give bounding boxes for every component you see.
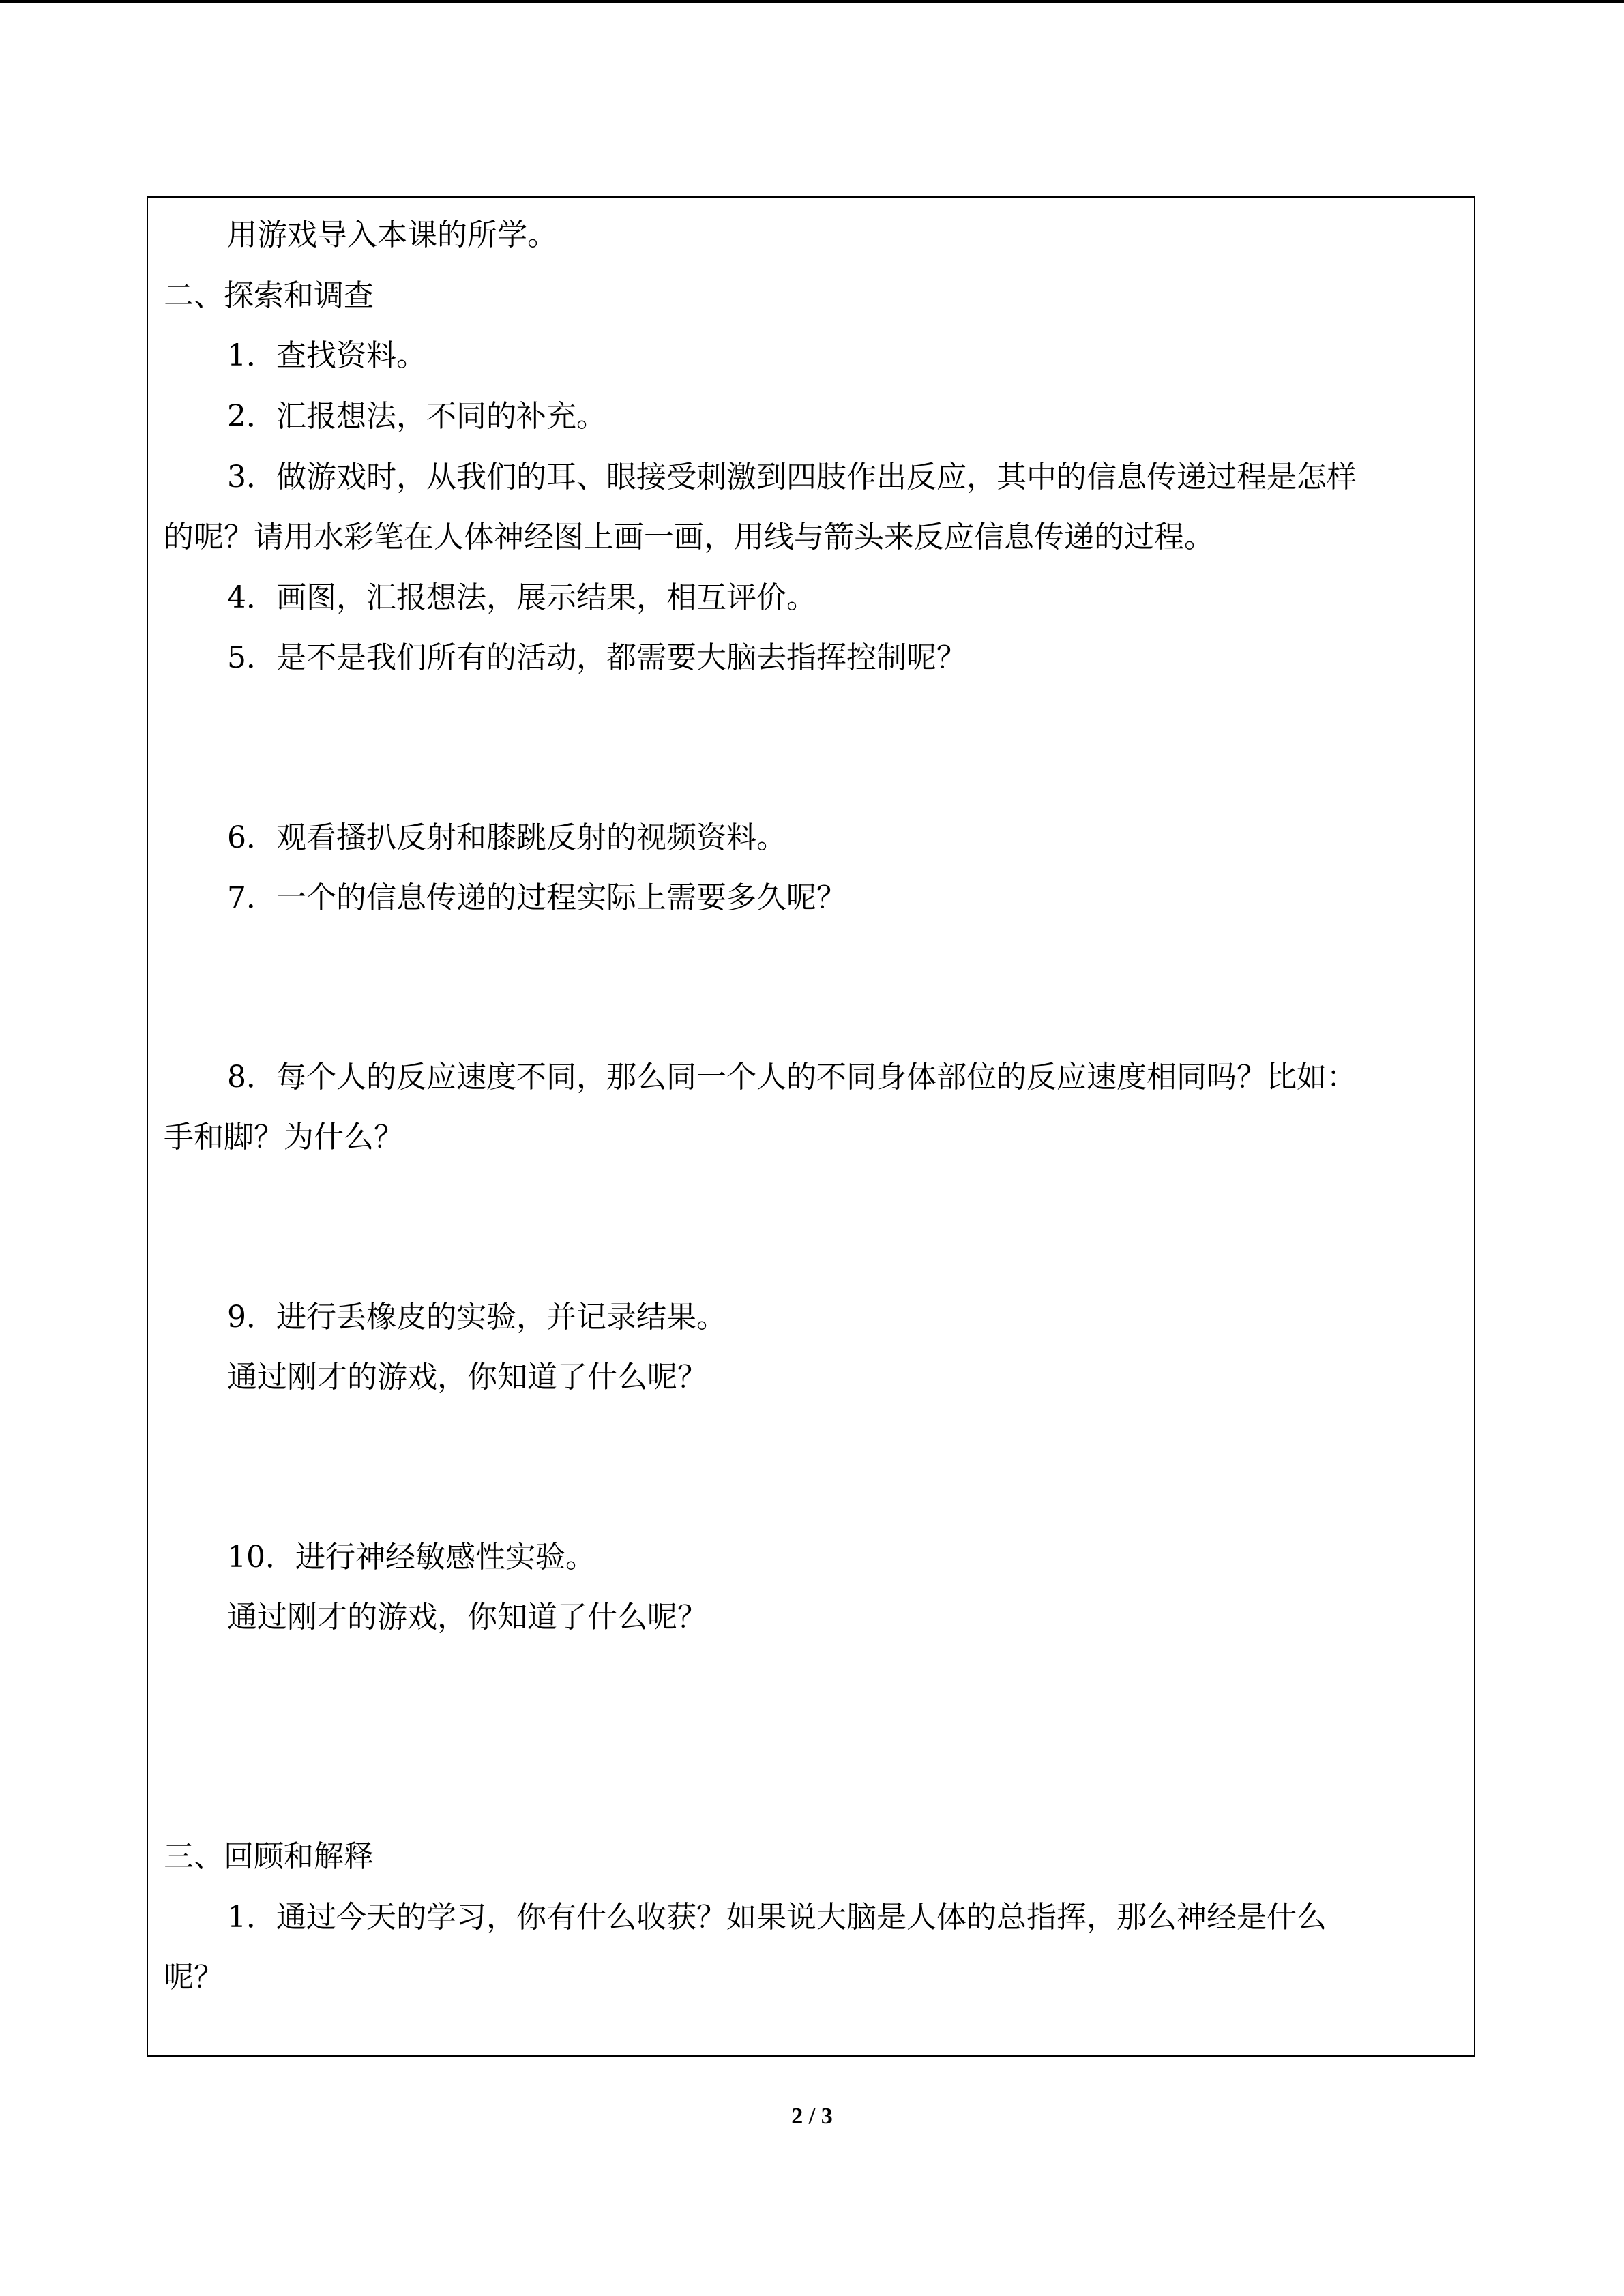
step-8-line-1: 8．每个人的反应速度不同，那么同一个人的不同身体部位的反应速度相同吗？比如：	[227, 1060, 1357, 1094]
step-9-question: 通过刚才的游戏，你知道了什么呢？	[227, 1360, 707, 1395]
step-2: 2．汇报想法，不同的补充。	[227, 399, 606, 434]
step-7: 7．一个的信息传递的过程实际上需要多久呢？	[227, 880, 846, 915]
step-3-line-2: 的呢？请用水彩笔在人体神经图上画一画，用线与箭头来反应信息传递的过程。	[164, 520, 1214, 554]
step-8-line-2: 手和脚？为什么？	[164, 1120, 404, 1154]
intro-line: 用游戏导入本课的所学。	[227, 218, 557, 252]
section-heading-3: 三、回顾和解释	[164, 1839, 374, 1874]
review-1-line-1: 1．通过今天的学习，你有什么收获？如果说大脑是人体的总指挥，那么神经是什么	[227, 1900, 1327, 1935]
step-5: 5．是不是我们所有的活动，都需要大脑去指挥控制呢？	[227, 640, 966, 675]
step-4: 4．画图，汇报想法，展示结果，相互评价。	[227, 580, 816, 615]
section-heading-2: 二、探索和调查	[164, 278, 374, 313]
step-9: 9．进行丢橡皮的实验，并记录结果。	[227, 1300, 726, 1335]
page-number: 2 / 3	[791, 2104, 833, 2129]
step-1: 1．查找资料。	[227, 338, 426, 373]
step-6: 6．观看搔扒反射和膝跳反射的视频资料。	[227, 820, 786, 855]
step-10: 10．进行神经敏感性实验。	[227, 1540, 595, 1575]
step-10-question: 通过刚才的游戏，你知道了什么呢？	[227, 1600, 707, 1635]
step-3-line-1: 3．做游戏时，从我们的耳、眼接受刺激到四肢作出反应，其中的信息传递过程是怎样	[227, 460, 1357, 494]
top-rule	[0, 0, 1624, 3]
review-1-line-2: 呢？	[164, 1960, 224, 1995]
